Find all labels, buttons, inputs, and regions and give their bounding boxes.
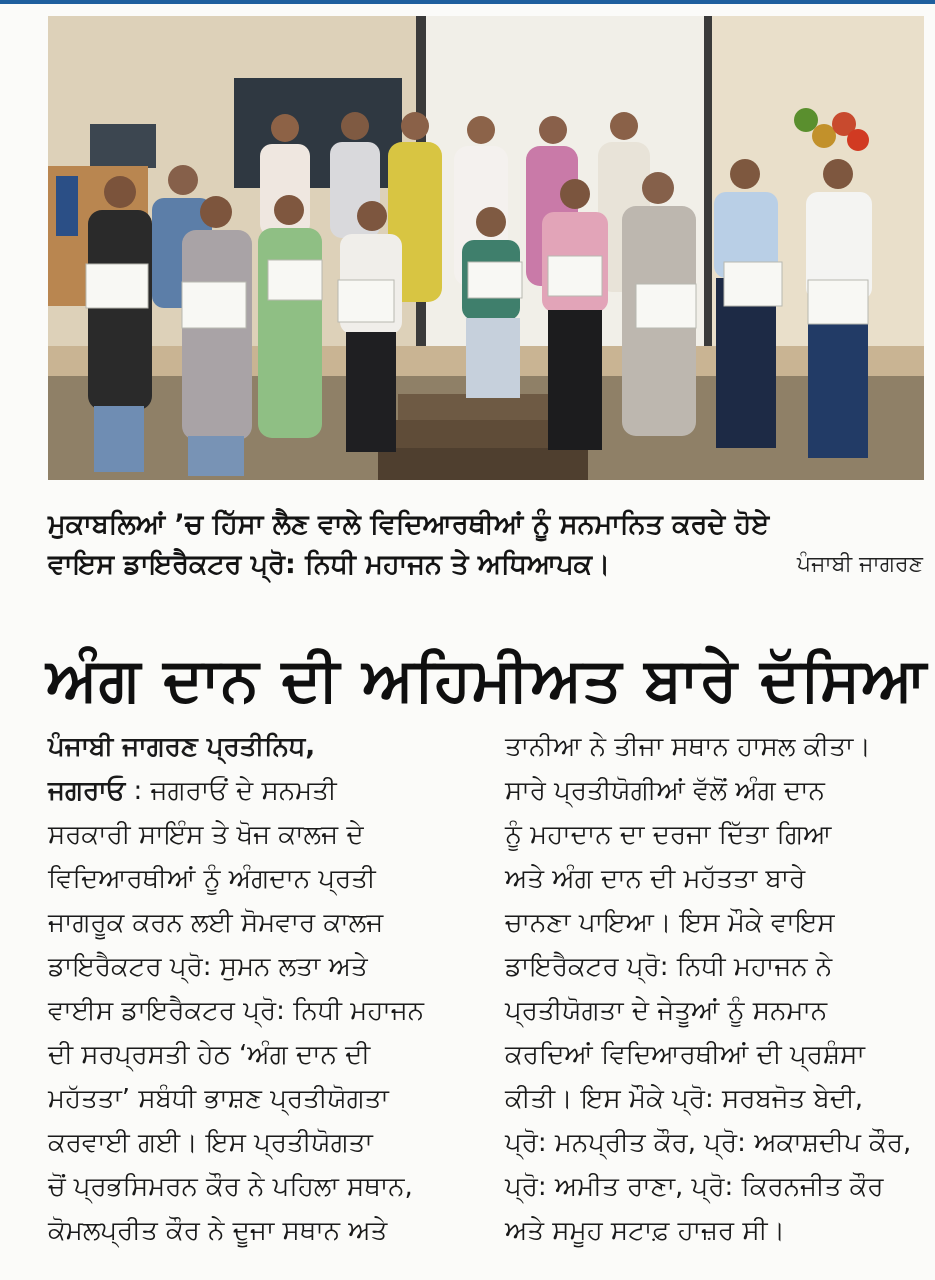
body-line: ਵਾਈਸ ਡਾਇਰੈਕਟਰ ਪ੍ਰੋ: ਨਿਧੀ ਮਹਾਜਨ bbox=[48, 996, 424, 1026]
article-column-right bbox=[505, 725, 925, 1253]
body-line: ਅਤੇ ਸਮੂਹ ਸਟਾਫ਼ ਹਾਜ਼ਰ ਸੀ। bbox=[505, 1216, 786, 1246]
body-line: ਤਾਨੀਆ ਨੇ ਤੀਜਾ ਸਥਾਨ ਹਾਸਲ ਕੀਤਾ। bbox=[505, 732, 871, 762]
article-dateline-line bbox=[48, 769, 468, 813]
body-line: ਮਹੱਤਤਾ’ ਸਬੰਧੀ ਭਾਸ਼ਣ ਪ੍ਰਤੀਯੋਗਤਾ bbox=[48, 1084, 389, 1114]
top-rule bbox=[0, 0, 935, 4]
body-line: ਨੂੰ ਮਹਾਦਾਨ ਦਾ ਦਰਜਾ ਦਿੱਤਾ ਗਿਆ bbox=[505, 820, 832, 850]
article-dateline: ਜਗਰਾਓ bbox=[48, 776, 126, 806]
body-line: ਚਾਨਣਾ ਪਾਇਆ। ਇਸ ਮੌਕੇ ਵਾਇਸ bbox=[505, 908, 835, 938]
photo-credit: ਪੰਜਾਬੀ ਜਾਗਰਣ bbox=[796, 552, 923, 577]
photo-caption bbox=[48, 505, 924, 585]
body-line: ਕੋਮਲਪ੍ਰੀਤ ਕੌਰ ਨੇ ਦੂਜਾ ਸਥਾਨ ਅਤੇ bbox=[48, 1216, 388, 1246]
caption-line-1: ਮੁਕਾਬਲਿਆਂ ’ਚ ਹਿੱਸਾ ਲੈਣ ਵਾਲੇ ਵਿਦਿਆਰਥੀਆਂ ਨੂੰ ਸਨਮਾਨਿਤ ਕਰਦੇ ਹੋਏ bbox=[48, 509, 770, 540]
body-line: ਜਾਗਰੂਕ ਕਰਨ ਲਈ ਸੋਮਵਾਰ ਕਾਲਜ bbox=[48, 908, 384, 938]
body-line: ਪ੍ਰੋ: ਅਮੀਤ ਰਾਣਾ, ਪ੍ਰੋ: ਕਿਰਨਜੀਤ ਕੌਰ bbox=[505, 1172, 884, 1202]
body-line: ਡਾਇਰੈਕਟਰ ਪ੍ਰੋ: ਸੁਮਨ ਲਤਾ ਅਤੇ bbox=[48, 952, 368, 982]
body-line: ਕਰਦਿਆਂ ਵਿਦਿਆਰਥੀਆਂ ਦੀ ਪ੍ਰਸ਼ੰਸਾ bbox=[505, 1040, 865, 1070]
body-line: ਕਰਵਾਈ ਗਈ। ਇਸ ਪ੍ਰਤੀਯੋਗਤਾ bbox=[48, 1128, 373, 1158]
body-line: ਅਤੇ ਅੰਗ ਦਾਨ ਦੀ ਮਹੱਤਤਾ ਬਾਰੇ bbox=[505, 864, 806, 894]
body-line: : ਜਗਰਾਓਂ ਦੇ ਸਨਮਤੀ bbox=[125, 776, 337, 806]
body-line: ਪ੍ਰੋ: ਮਨਪ੍ਰੀਤ ਕੌਰ, ਪ੍ਰੋ: ਅਕਾਸ਼ਦੀਪ ਕੌਰ, bbox=[505, 1128, 912, 1158]
body-line: ਵਿਦਿਆਰਥੀਆਂ ਨੂੰ ਅੰਗਦਾਨ ਪ੍ਰਤੀ bbox=[48, 864, 376, 894]
article-byline: ਪੰਜਾਬੀ ਜਾਗਰਣ ਪ੍ਰਤੀਨਿਧ, bbox=[48, 732, 316, 762]
article-headline: ਅੰਗ ਦਾਨ ਦੀ ਅਹਿਮੀਅਤ ਬਾਰੇ ਦੱਸਿਆ bbox=[46, 645, 928, 715]
group-photo bbox=[48, 16, 924, 480]
body-line: ਡਾਇਰੈਕਟਰ ਪ੍ਰੋ: ਨਿਧੀ ਮਹਾਜਨ ਨੇ bbox=[505, 952, 833, 982]
body-line: ਸਰਕਾਰੀ ਸਾਇੰਸ ਤੇ ਖੋਜ ਕਾਲਜ ਦੇ bbox=[48, 820, 364, 850]
article-column-left bbox=[48, 725, 468, 1253]
body-line: ਦੀ ਸਰਪ੍ਰਸਤੀ ਹੇਠ ‘ਅੰਗ ਦਾਨ ਦੀ bbox=[48, 1040, 371, 1070]
body-line: ਚੋਂ ਪ੍ਰਭਸਿਮਰਨ ਕੌਰ ਨੇ ਪਹਿਲਾ ਸਥਾਨ, bbox=[48, 1172, 413, 1202]
body-line: ਸਾਰੇ ਪ੍ਰਤੀਯੋਗੀਆਂ ਵੱਲੋਂ ਅੰਗ ਦਾਨ bbox=[505, 776, 825, 806]
body-line: ਕੀਤੀ। ਇਸ ਮੌਕੇ ਪ੍ਰੋ: ਸਰਬਜੋਤ ਬੇਦੀ, bbox=[505, 1084, 864, 1114]
group-photo-illustration bbox=[48, 16, 924, 480]
body-line: ਪ੍ਰਤੀਯੋਗਤਾ ਦੇ ਜੇਤੂਆਂ ਨੂੰ ਸਨਮਾਨ bbox=[505, 996, 828, 1026]
caption-line-2: ਵਾਇਸ ਡਾਇਰੈਕਟਰ ਪ੍ਰੋ: ਨਿਧੀ ਮਹਾਜਨ ਤੇ ਅਧਿਆਪਕ। bbox=[48, 549, 611, 580]
